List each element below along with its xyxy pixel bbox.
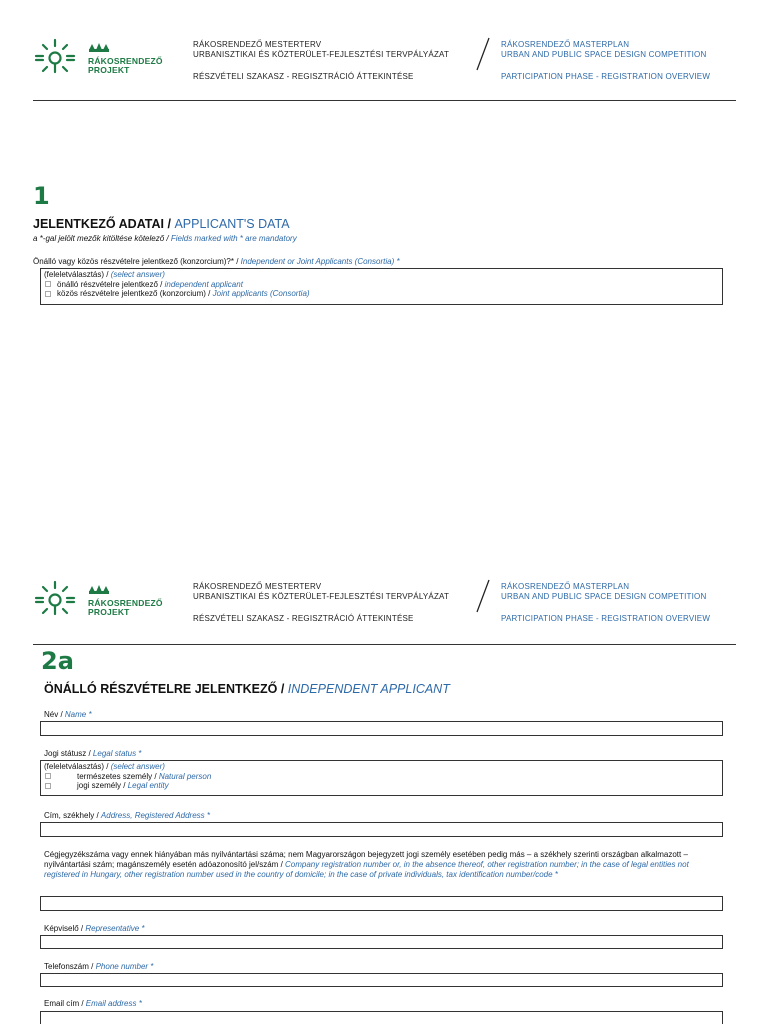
header-en-line-3: PARTICIPATION PHASE - REGISTRATION OVERVIEW	[501, 614, 711, 623]
header-hu-line-3: RÉSZVÉTELI SZAKASZ - REGISZTRÁCIÓ ÁTTEKINTÉSE	[193, 614, 414, 623]
representative-label-hu: Képviselő	[44, 924, 79, 933]
select-hint: (feleletválasztás) / (select answer)	[44, 762, 165, 771]
mandatory-note-hu: a *-gal jelölt mezők kitöltése kötelező	[33, 234, 165, 243]
header-en	[501, 40, 710, 82]
select-hint-en: (select answer)	[110, 270, 165, 279]
header-hu-line-2: URBANISZTIKAI ÉS KÖZTERÜLET-FEJLESZTÉSI TERVPÁLYÁZAT	[193, 592, 450, 601]
header-hu-line-1: RÁKOSRENDEZŐ MESTERTERV	[193, 40, 322, 49]
legal-status-select[interactable]	[40, 760, 723, 796]
section-1-number: 1	[33, 182, 50, 210]
header-hu-line-3: RÉSZVÉTELI SZAKASZ - REGISZTRÁCIÓ ÁTTEKINTÉSE	[193, 72, 414, 81]
section-1-title-sep: /	[164, 217, 175, 231]
legal-status-label: Jogi státusz / Legal status *	[44, 749, 142, 758]
registration-number-field[interactable]	[40, 896, 723, 911]
applicant-type-label: Önálló vagy közös részvételre jelentkező (konzorcium)?* / Independent or Joint Applicants (Consortia) *	[33, 257, 400, 266]
address-field[interactable]	[40, 822, 723, 837]
registration-number-label-hu: Cégjegyzékszáma vagy ennek hiányában más nyilvántartási száma; nem Magyarországon bejegyzett jogi személy esetében pedig más – a székhely szerinti országban alkalmazott – nyilvántartási szám; magánszemély esetén adóazonosító jel/szám	[44, 850, 688, 869]
option-independent[interactable]: önálló részvételre jelentkező / independent applicant	[44, 280, 719, 290]
email-field[interactable]	[40, 1011, 723, 1024]
header-en-line-1: RÁKOSRENDEZŐ MASTERPLAN	[501, 40, 630, 49]
representative-label-en: Representative *	[85, 924, 145, 933]
page-header-1	[33, 36, 736, 106]
email-label-hu: Email cím	[44, 999, 80, 1008]
name-label-hu: Név	[44, 710, 59, 719]
select-hint-hu: (feleletválasztás)	[44, 270, 105, 279]
checkbox[interactable]	[45, 773, 51, 779]
header-en	[501, 582, 710, 624]
option-legal-entity[interactable]: jogi személy / Legal entity	[44, 781, 719, 791]
logo-line-2: PROJEKT	[88, 65, 130, 75]
select-hint-hu: (feleletválasztás)	[44, 762, 105, 771]
option-consortia[interactable]: közös részvételre jelentkező (konzorcium) / Joint applicants (Consortia)	[44, 289, 719, 299]
name-label-en: Name *	[64, 710, 92, 719]
phone-label: Telefonszám / Phone number *	[44, 962, 154, 971]
page-header-2	[33, 578, 736, 648]
phone-label-hu: Telefonszám	[44, 962, 89, 971]
section-1-title-hu: JELENTKEZŐ ADATAI	[33, 217, 165, 231]
option-label-hu: közös részvételre jelentkező (konzorcium)	[57, 289, 206, 298]
phone-label-en: Phone number *	[95, 962, 154, 971]
name-field[interactable]	[40, 721, 723, 736]
mandatory-note: a *-gal jelölt mezők kitöltése kötelező / Fields marked with * are mandatory	[33, 234, 297, 243]
logo-line-1: RÁKOSRENDEZŐ	[88, 598, 163, 608]
header-rule	[33, 644, 736, 645]
legal-status-label-en: Legal status *	[92, 749, 142, 758]
select-hint: (feleletválasztás) / (select answer)	[44, 270, 165, 279]
header-rule	[33, 100, 736, 101]
checkbox[interactable]	[45, 281, 51, 287]
applicant-type-select[interactable]	[40, 268, 723, 305]
address-label-en: Address, Registered Address *	[100, 811, 210, 820]
logo-text	[88, 599, 163, 617]
section-2a-title-hu: ÖNÁLLÓ RÉSZVÉTELRE JELENTKEZŐ	[44, 682, 278, 696]
option-natural-person[interactable]: természetes személy / Natural person	[44, 772, 719, 782]
applicant-type-label-en: Independent or Joint Applicants (Consortia) *	[240, 257, 400, 266]
header-en-line-1: RÁKOSRENDEZŐ MASTERPLAN	[501, 582, 630, 591]
header-slash-divider	[473, 36, 493, 72]
header-hu	[193, 582, 449, 624]
option-label-en: Joint applicants (Consortia)	[212, 289, 310, 298]
header-en-line-2: URBAN AND PUBLIC SPACE DESIGN COMPETITION	[501, 592, 707, 601]
option-label-hu: jogi személy	[77, 781, 122, 790]
section-2a-title-en: INDEPENDENT APPLICANT	[287, 682, 450, 696]
checkbox[interactable]	[45, 291, 51, 297]
mandatory-note-en: Fields marked with * are mandatory	[170, 234, 297, 243]
section-2a-title	[44, 682, 450, 696]
address-label-hu: Cím, székhely	[44, 811, 95, 820]
checkbox[interactable]	[45, 783, 51, 789]
representative-label: Képviselő / Representative *	[44, 924, 145, 933]
logo-line-2: PROJEKT	[88, 607, 130, 617]
select-hint-en: (select answer)	[110, 762, 165, 771]
header-hu-line-1: RÁKOSRENDEZŐ MESTERTERV	[193, 582, 322, 591]
email-label-en: Email address *	[85, 999, 142, 1008]
applicant-type-label-hu: Önálló vagy közös részvételre jelentkező (konzorcium)?*	[33, 257, 234, 266]
section-1-title	[33, 217, 290, 231]
legal-status-label-hu: Jogi státusz	[44, 749, 87, 758]
header-en-line-3: PARTICIPATION PHASE - REGISTRATION OVERVIEW	[501, 72, 711, 81]
option-label-en: Legal entity	[127, 781, 169, 790]
option-label-en: independent applicant	[164, 279, 243, 289]
address-label: Cím, székhely / Address, Registered Address *	[44, 811, 210, 820]
option-label-en: Natural person	[158, 771, 212, 781]
section-1-title-en: APPLICANT'S DATA	[174, 217, 290, 231]
logo-line-1: RÁKOSRENDEZŐ	[88, 56, 163, 66]
registration-number-label-en: Company registration number or, in the absence thereof, other registration number; in the case of legal entities not registered in Hungary, other registration number used in the country of domicile; in the case of private individuals, tax identification number/code *	[44, 860, 689, 879]
header-en-line-2: URBAN AND PUBLIC SPACE DESIGN COMPETITION	[501, 50, 707, 59]
section-2a-number: 2a	[41, 647, 74, 675]
section-2a-title-sep: /	[277, 682, 288, 696]
option-label-hu: természetes személy	[77, 771, 153, 781]
header-hu-line-2: URBANISZTIKAI ÉS KÖZTERÜLET-FEJLESZTÉSI TERVPÁLYÁZAT	[193, 50, 450, 59]
header-slash-divider	[473, 578, 493, 614]
name-label: Név / Name *	[44, 710, 92, 719]
header-hu	[193, 40, 449, 82]
representative-field[interactable]	[40, 935, 723, 949]
registration-number-label: Cégjegyzékszáma vagy ennek hiányában más nyilvántartási száma; nem Magyarországon bejegyzett jogi személy esetében pedig más – a székhely szerinti országban alkalmazott – nyilvántartási szám; magánszemély esetén adóazonosító jel/szám / Company registration number or, in the absence thereof, other registration number; in the case of legal entities not registered in Hungary, other registration number used in the country of domicile; in the case of private individuals, tax identification number/code *	[44, 850, 689, 879]
option-label-hu: önálló részvételre jelentkező	[57, 279, 158, 289]
logo-text	[88, 57, 163, 75]
email-label: Email cím / Email address *	[44, 999, 142, 1008]
phone-field[interactable]	[40, 973, 723, 987]
